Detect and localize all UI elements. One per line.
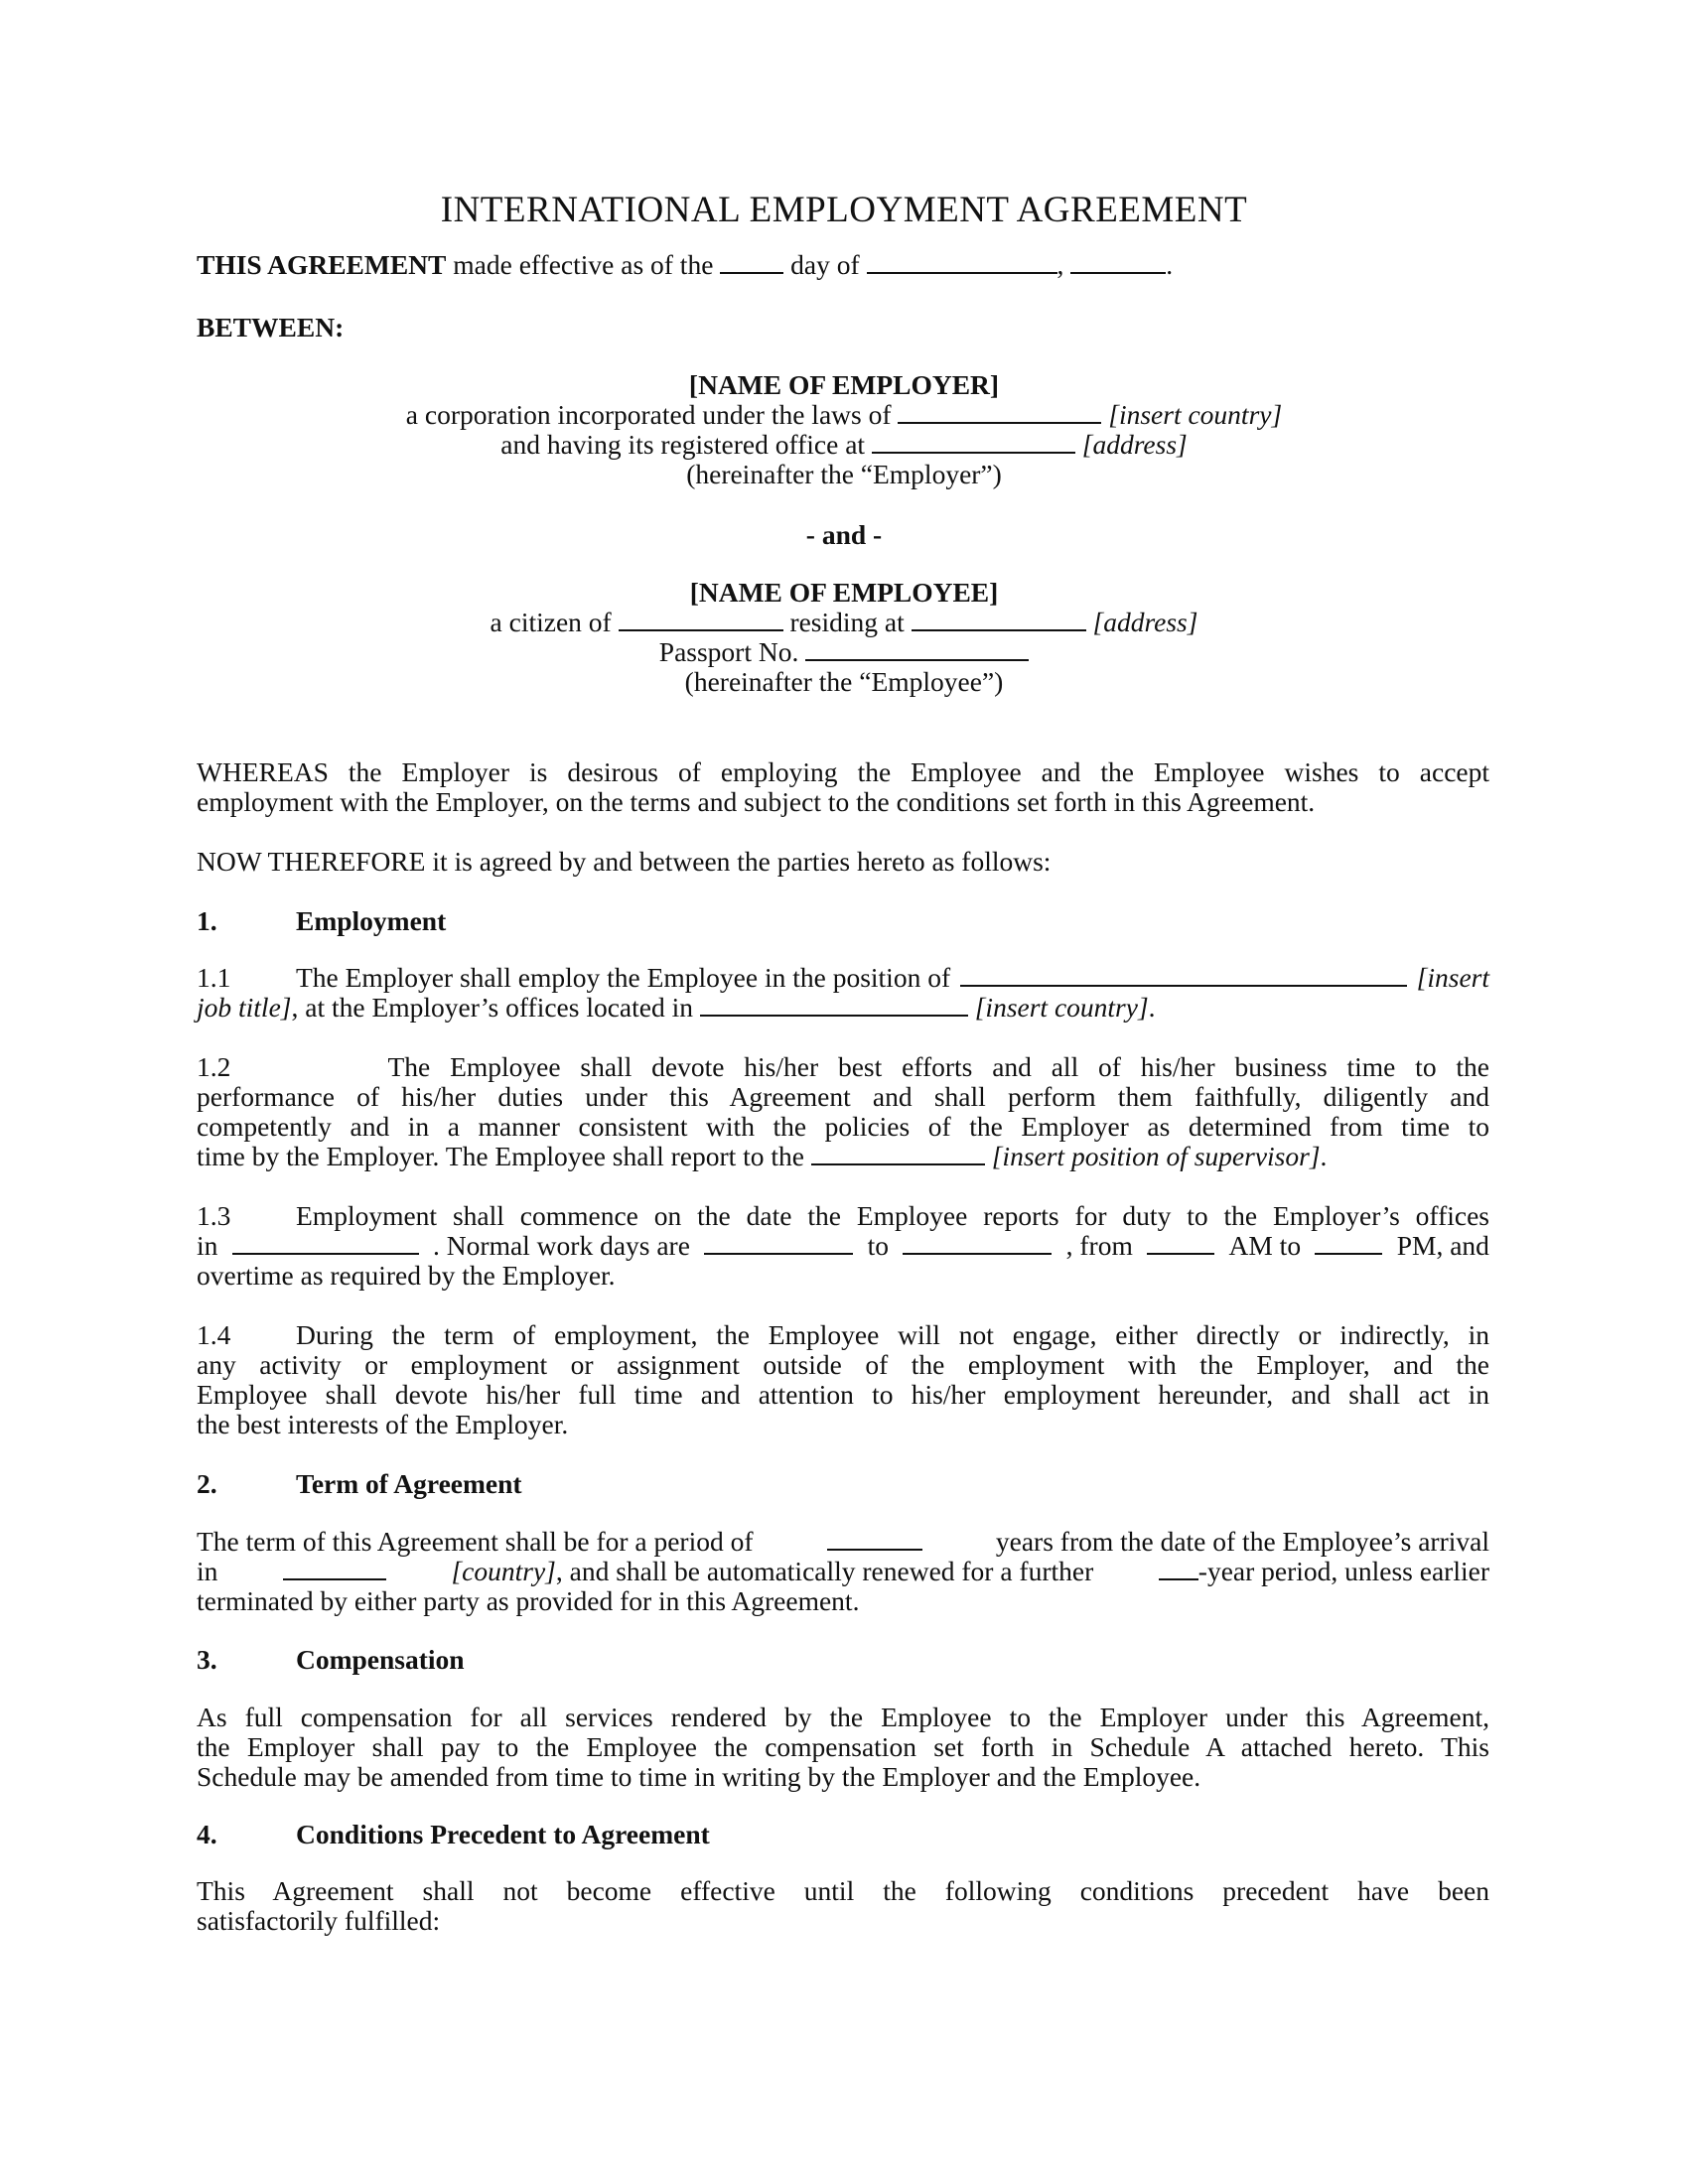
section-number: 4. [197,1819,217,1849]
employee-citizen-line [0,608,1688,637]
clause-text: The term of this Agreement shall be for a period of [197,1526,754,1557]
clause-line [197,1231,1489,1261]
clause-line: satisfactorily fulfilled: [197,1905,441,1936]
clause-text: Employment shall commence on the date the Employee reports for duty to the Employer’s offices [296,1200,1489,1231]
employer-address-hint: [address] [1081,429,1188,460]
clause-text: . [1148,992,1156,1023]
clause-line: This Agreement shall not become effective until the following conditions precedent have been [197,1875,1489,1906]
whereas-paragraph [197,757,1489,817]
section-number: 3. [197,1644,217,1675]
and-separator: - and - [805,519,883,550]
clause-line [197,963,1489,993]
clause-hint: [insert position of supervisor] [991,1141,1321,1171]
clause-text: , from [1065,1230,1133,1261]
employer-office-line [0,430,1688,460]
employer-office-text: and having its registered office at [500,429,866,460]
intro-line [197,250,1489,280]
intro-text: made effective as of the [453,249,714,280]
clause-number: 1.1 [197,962,231,993]
employer-block [0,370,1688,489]
clause-text: in [197,1230,218,1261]
section-2-heading [197,1469,1489,1499]
employer-name: [NAME OF EMPLOYER] [688,369,1000,400]
between-label: BETWEEN: [197,312,345,342]
clause-1-2 [197,1052,1489,1171]
day-blank[interactable] [720,250,783,274]
employer-incorporation-line [0,400,1688,430]
clause-hint: [insert country] [974,992,1149,1023]
whereas-line: employment with the Employer, on the terms and subject to the conditions set forth in this Agreement. [197,786,1316,817]
clause-1-3 [197,1201,1489,1291]
clause-line [197,1142,1489,1171]
job-title-blank[interactable] [960,963,1407,987]
section-3-body [197,1703,1489,1792]
clause-text: to [867,1230,889,1261]
section-number: 2. [197,1468,217,1499]
employee-address-hint: [address] [1092,607,1198,637]
section-3-heading [197,1645,1489,1675]
clause-line [197,1557,1489,1586]
employee-citizenship-blank[interactable] [619,608,783,631]
renewal-years-blank[interactable] [1159,1557,1198,1580]
clause-line [197,1320,1489,1350]
year-blank[interactable] [1070,250,1166,274]
start-time-blank[interactable] [1147,1231,1214,1255]
whereas-line: WHEREAS the Employer is desirous of employing the Employee and the Employee wishes to accept [197,756,1489,787]
clause-hint: job title] [197,992,292,1023]
employee-hereinafter: (hereinafter the “Employee”) [684,666,1004,697]
clause-line: overtime as required by the Employer. [197,1260,616,1291]
clause-line: terminated by either party as provided for in this Agreement. [197,1585,860,1616]
clause-text: . [1320,1141,1328,1171]
supervisor-blank[interactable] [811,1142,985,1165]
end-time-blank[interactable] [1315,1231,1382,1255]
clause-text: time by the Employer. The Employee shall report to the [197,1141,804,1171]
employee-passport-line [0,637,1688,667]
clause-line: the best interests of the Employer. [197,1409,569,1439]
clause-hint: [insert [1416,962,1489,993]
intro-day-of: day of [790,249,860,280]
clause-line: any activity or employment or assignment outside of the employment with the Employer, and the [197,1349,1489,1380]
clause-text: years from the date of the Employee’s arrival [995,1526,1489,1557]
section-title: Conditions Precedent to Agreement [296,1819,710,1849]
employee-name: [NAME OF EMPLOYEE] [689,577,999,608]
clause-text: AM to [1228,1230,1302,1261]
employee-citizen-text: a citizen of [490,607,612,637]
employee-residing-text: residing at [789,607,905,637]
clause-text: The Employer shall employ the Employee in the position of [296,962,951,993]
intro-comma: , [1056,249,1064,280]
end-day-blank[interactable] [903,1231,1052,1255]
term-years-blank[interactable] [827,1527,922,1551]
section-2-body [197,1527,1489,1616]
clause-hint: [country] [451,1556,556,1586]
clause-line: Schedule may be amended from time to time in writing by the Employer and the Employee. [197,1761,1201,1792]
clause-line: competently and in a manner consistent with the policies of the Employer as determined from time to [197,1111,1489,1142]
clause-1-1 [197,963,1489,1023]
section-4-body [197,1876,1489,1936]
clause-text: PM, and [1396,1230,1489,1261]
section-4-heading [197,1820,1489,1849]
employer-hereinafter: (hereinafter the “Employer”) [686,459,1002,489]
intro-period: . [1166,249,1174,280]
section-title: Employment [296,905,447,936]
document-title: INTERNATIONAL EMPLOYMENT AGREEMENT [440,190,1248,230]
start-day-blank[interactable] [704,1231,853,1255]
clause-text: , at the Employer’s offices located in [291,992,693,1023]
clause-text: , and shall be automatically renewed for a further [555,1556,1094,1586]
employer-country-hint: [insert country] [1108,399,1283,430]
passport-label: Passport No. [658,636,799,667]
intro-lead: THIS AGREEMENT [197,249,447,280]
clause-line: performance of his/her duties under this Agreement and shall perform them faithfully, diligently and [197,1081,1489,1112]
clause-text: The Employee shall devote his/her best efforts and all of his/her business time to the [387,1051,1489,1082]
now-therefore: NOW THEREFORE it is agreed by and between the parties hereto as follows: [197,846,1052,877]
clause-text: During the term of employment, the Employee will not engage, either directly or indirectly, in [296,1319,1489,1350]
clause-number: 1.2 [197,1051,231,1082]
work-location-blank[interactable] [232,1231,419,1255]
clause-number: 1.4 [197,1319,231,1350]
clause-line [197,1201,1489,1231]
clause-number: 1.3 [197,1200,231,1231]
section-title: Term of Agreement [296,1468,522,1499]
passport-blank[interactable] [805,637,1029,661]
clause-line [197,1527,1489,1557]
section-number: 1. [197,905,217,936]
clause-text: . Normal work days are [433,1230,690,1261]
arrival-country-blank[interactable] [283,1557,386,1580]
employee-block [0,578,1688,697]
section-1-heading [197,906,1489,936]
clause-1-4 [197,1320,1489,1439]
clause-text: -year period, unless earlier [1197,1556,1489,1586]
office-country-blank[interactable] [700,993,968,1017]
clause-text: in [197,1556,218,1586]
month-blank[interactable] [867,250,1057,274]
section-title: Compensation [296,1644,465,1675]
clause-line: the Employer shall pay to the Employee the compensation set forth in Schedule A attached hereto. This [197,1731,1489,1762]
employee-address-blank[interactable] [912,608,1086,631]
employer-address-blank[interactable] [872,430,1075,454]
clause-line [197,993,1489,1023]
employer-incorporation-text: a corporation incorporated under the laws of [405,399,892,430]
employer-country-blank[interactable] [898,400,1101,424]
clause-line: As full compensation for all services rendered by the Employee to the Employer under this Agreement, [197,1702,1489,1732]
clause-line: Employee shall devote his/her full time and attention to his/her employment hereunder, and shall act in [197,1379,1489,1410]
clause-line [197,1052,1489,1082]
